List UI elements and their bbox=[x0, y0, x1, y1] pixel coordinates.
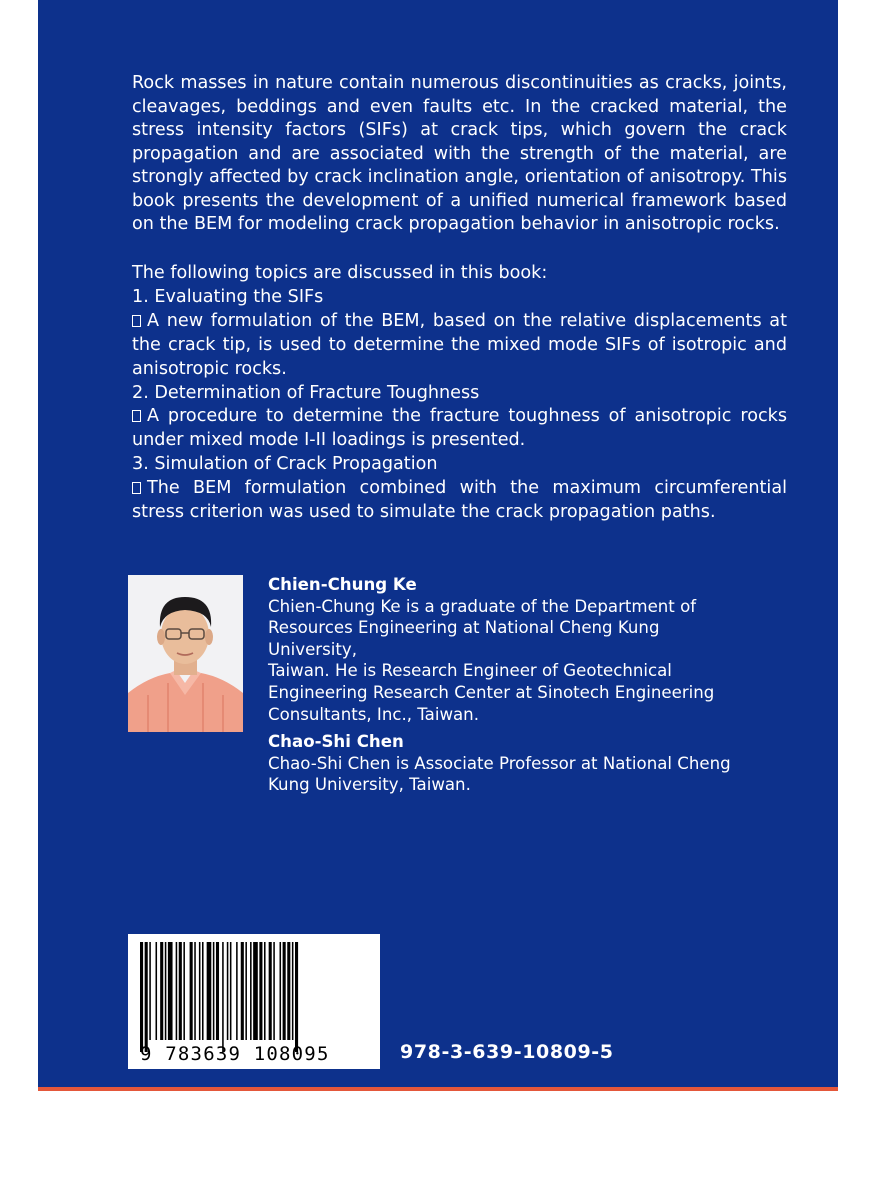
author-bio-line: Kung University, Taiwan. bbox=[268, 775, 471, 795]
barcode-bar bbox=[269, 942, 272, 1040]
barcode-bar bbox=[250, 942, 252, 1040]
barcode-bar bbox=[190, 942, 193, 1040]
barcode-bar bbox=[273, 942, 275, 1040]
barcode bbox=[128, 934, 380, 1069]
barcode-bar bbox=[259, 942, 262, 1040]
barcode-bar bbox=[230, 942, 232, 1040]
bullet-box-icon bbox=[132, 410, 141, 422]
author-name: Chien-Chung Ke bbox=[268, 575, 417, 594]
barcode-bar bbox=[227, 942, 229, 1040]
barcode-bar bbox=[202, 942, 204, 1040]
bullet-box-icon bbox=[132, 315, 141, 327]
topics-list bbox=[132, 262, 787, 525]
author-block bbox=[268, 731, 748, 796]
topic-detail-text: A new formulation of the BEM, based on the relative displacements at the crack tip, is used to determine the mixed mode SIFs of isotropic and anisotropic rocks. bbox=[132, 310, 787, 379]
barcode-bar bbox=[176, 942, 178, 1040]
topic-detail bbox=[132, 477, 787, 525]
author-name: Chao-Shi Chen bbox=[268, 732, 404, 751]
barcode-bar bbox=[245, 942, 247, 1040]
barcode-bar bbox=[264, 942, 266, 1040]
author-bio-line: Chao-Shi Chen is Associate Professor at National Cheng bbox=[268, 753, 731, 773]
topic-heading: 2. Determination of Fracture Toughness bbox=[132, 382, 480, 403]
barcode-bar bbox=[160, 942, 163, 1040]
author-bio-line: Chien-Chung Ke is a graduate of the Department of bbox=[268, 596, 697, 616]
barcode-bar bbox=[207, 942, 212, 1040]
barcode-bar bbox=[183, 942, 185, 1040]
barcode-bar bbox=[283, 942, 286, 1040]
author-bio-line: Resources Engineering at National Cheng Kung University, bbox=[268, 618, 660, 659]
barcode-bar bbox=[179, 942, 182, 1040]
bullet-box-icon bbox=[132, 482, 141, 494]
author-portrait-icon bbox=[128, 575, 243, 732]
barcode-bar bbox=[199, 942, 201, 1040]
barcode-icon bbox=[128, 934, 380, 1069]
barcode-bar bbox=[140, 942, 143, 1052]
topic-detail-text: The BEM formulation combined with the maximum circumferential stress criterion was used to simulate the crack propagation paths. bbox=[132, 478, 787, 523]
accent-stripe bbox=[38, 1087, 838, 1091]
barcode-bar bbox=[194, 942, 196, 1040]
barcode-bar bbox=[216, 942, 219, 1040]
barcode-bar bbox=[168, 942, 173, 1040]
book-description bbox=[132, 72, 787, 237]
topic-detail-text: A procedure to determine the fracture toughness of anisotropic rocks under mixed mode I-II loadings is presented. bbox=[132, 406, 787, 451]
barcode-bar bbox=[145, 942, 148, 1052]
barcode-bar bbox=[149, 942, 151, 1040]
author-block bbox=[268, 574, 748, 725]
description-paragraph: Rock masses in nature contain numerous discontinuities as cracks, joints, cleavages, beddings and even faults etc. In the cracked material, the stress intensity factors (SIFs) at crack tips, which govern the crack propagation and are associated with the strength of the material, are strongly affected by crack inclination angle, orientation of anisotropy. This book presents the development of a unified numerical framework based on the BEM for modeling crack propagation behavior in anisotropic rocks. bbox=[132, 73, 787, 234]
barcode-digits: 9 783639 108095 bbox=[140, 1043, 330, 1065]
topic-heading: 3. Simulation of Crack Propagation bbox=[132, 454, 438, 475]
author-bio-line: Taiwan. He is Research Engineer of Geotechnical bbox=[268, 661, 672, 681]
topics-intro: The following topics are discussed in this book: bbox=[132, 263, 548, 283]
barcode-bar bbox=[156, 942, 158, 1040]
topic-detail bbox=[132, 405, 787, 453]
author-bio-line: Engineering Research Center at Sinotech Engineering bbox=[268, 682, 715, 702]
author-photo bbox=[128, 575, 243, 732]
isbn-number: 978-3-639-10809-5 bbox=[400, 1041, 614, 1063]
topic-heading: 1. Evaluating the SIFs bbox=[132, 286, 324, 307]
author-bio-line: Consultants, Inc., Taiwan. bbox=[268, 704, 479, 724]
barcode-bar bbox=[241, 942, 244, 1040]
barcode-bar bbox=[280, 942, 282, 1040]
barcode-bar bbox=[287, 942, 290, 1040]
topic-detail bbox=[132, 310, 787, 382]
barcode-bar bbox=[165, 942, 167, 1040]
barcode-bar bbox=[222, 942, 224, 1052]
barcode-bar bbox=[236, 942, 238, 1040]
barcode-bar bbox=[213, 942, 215, 1040]
barcode-bar bbox=[253, 942, 258, 1040]
barcode-bar bbox=[292, 942, 294, 1040]
barcode-bar bbox=[295, 942, 298, 1052]
